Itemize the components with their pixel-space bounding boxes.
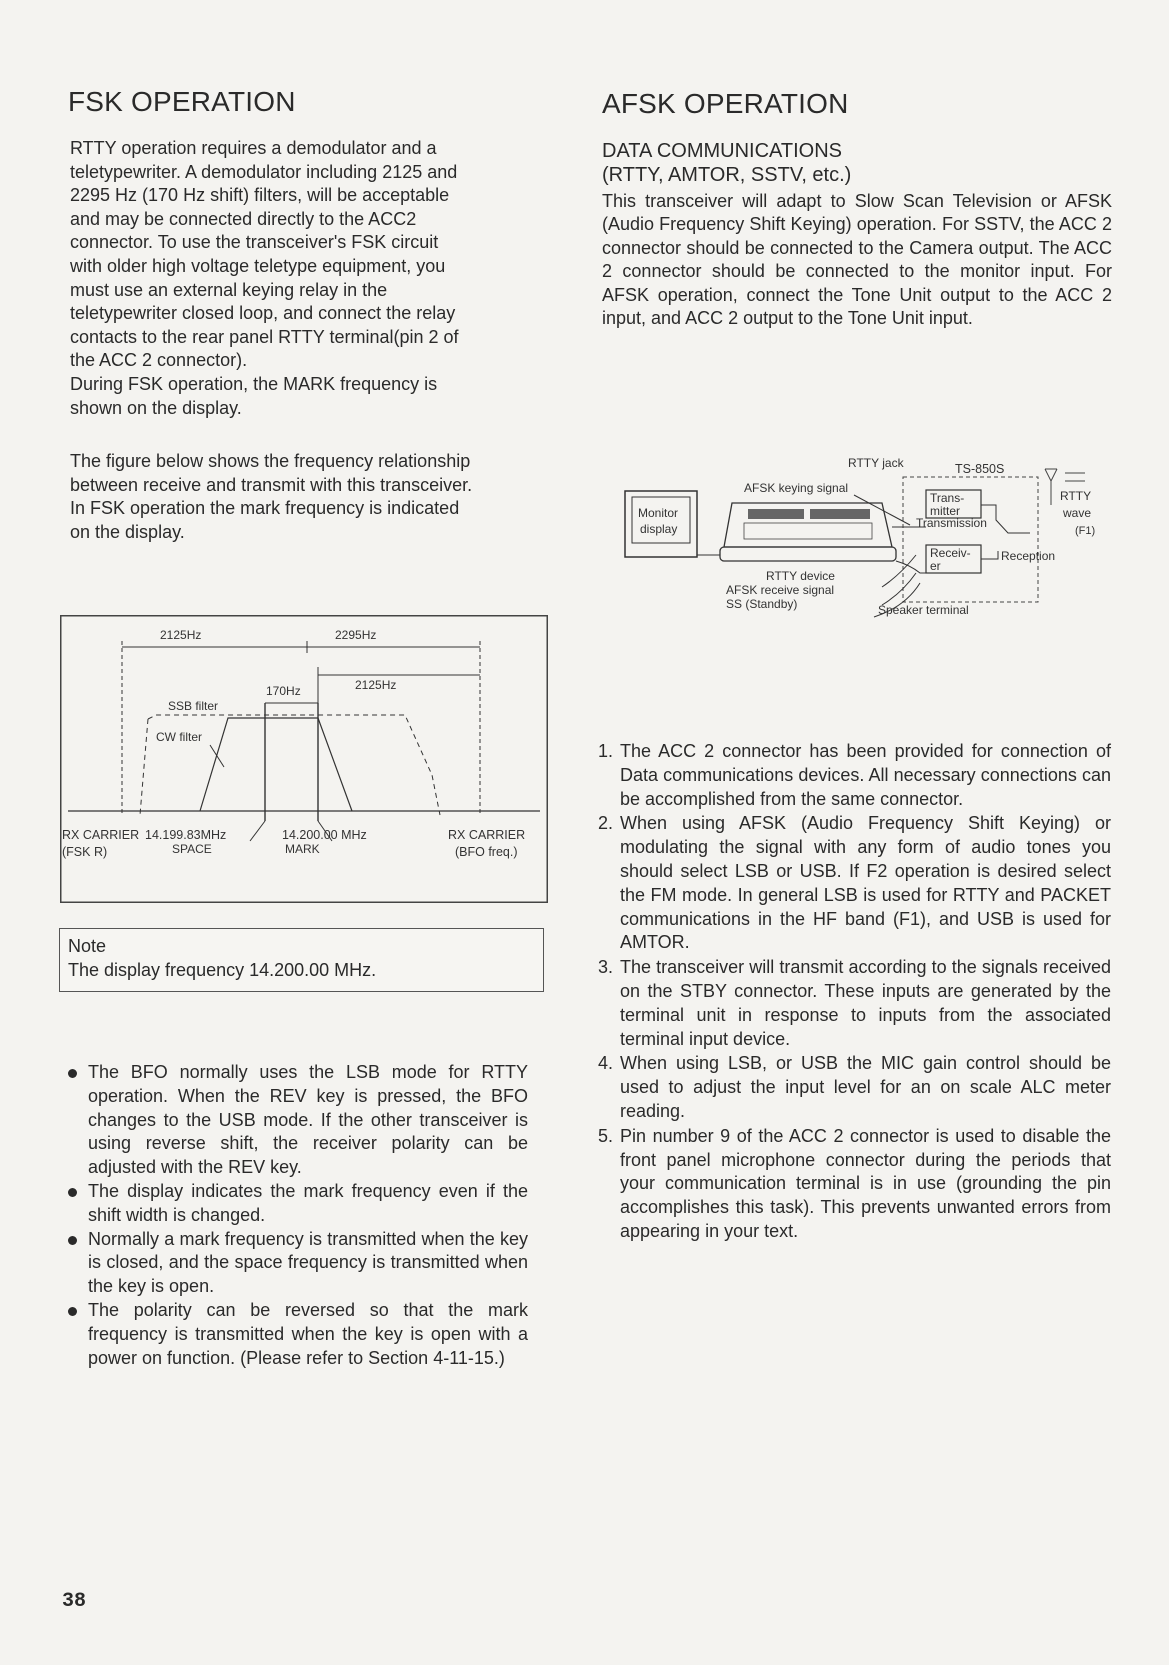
label-mitter: mitter xyxy=(930,504,960,518)
afsk-subheading-2: (RTTY, AMTOR, SSTV, etc.) xyxy=(602,164,852,186)
device-leader xyxy=(882,555,916,587)
item-text: The transceiver will transmit according to the signals received on the STBY connector. These inputs are generated by the terminal unit in response to inputs from the associated terminal input device. xyxy=(620,957,1111,1049)
label-rx-carrier-fskr: RX CARRIER xyxy=(62,828,140,842)
afsk-subheading-1: DATA COMMUNICATIONS xyxy=(602,140,842,162)
item-text: When using LSB, or USB the MIC gain control should be used to adjust the input level for an on scale ALC meter reading. xyxy=(620,1053,1111,1121)
fsk-heading: FSK OPERATION xyxy=(68,86,296,117)
list-item xyxy=(66,1180,528,1228)
label-mark-freq: 14.200.00 MHz xyxy=(282,828,367,842)
label-er: er xyxy=(930,559,941,573)
label-receiv: Receiv- xyxy=(930,546,971,560)
note-box xyxy=(59,928,544,992)
fsk-figure-line: The figure below shows the frequency relationship xyxy=(70,451,471,471)
fsk-intro-line: teletypewriter closed loop, and connect the relay xyxy=(70,303,456,324)
bullet-icon xyxy=(68,1307,77,1316)
receive-cable xyxy=(896,561,926,573)
item-text: Pin number 9 of the ACC 2 connector is used to disable the front panel microphone connector during the periods that your communication terminal is in use (grounding the pin accomplishes this task). This prevents unwanted errors from appearing in your text. xyxy=(620,1125,1111,1241)
item-text: The ACC 2 connector has been provided for connection of Data communications devices. All necessary connections can be accomplished from the same connector. xyxy=(620,741,1111,809)
fsk-intro-line: and may be connected directly to the ACC2 xyxy=(70,208,417,229)
bullet-icon xyxy=(68,1188,77,1197)
fsk-intro-line: the ACC 2 connector). xyxy=(70,350,248,371)
fsk-bullet-list xyxy=(66,1061,528,1370)
label-cw-filter: CW filter xyxy=(156,730,202,744)
label-afsk-receive: AFSK receive signal xyxy=(726,583,835,597)
monitor-screen xyxy=(632,497,690,543)
fsk-intro xyxy=(70,137,540,420)
item-text: When using AFSK (Audio Frequency Shift Keying) or modulating the signal with any form of audio tones you should select LSB or USB. If F2 operation is desired select the FM mode. In general LSB is used for RTTY and PACKET communications in the HF band (F1), and USB is used for AMTOR. xyxy=(620,813,1111,953)
list-item xyxy=(598,1125,1111,1244)
fsk-figure-line: on the display. xyxy=(70,521,185,542)
diagram-frame xyxy=(61,616,548,903)
label-speaker-terminal: Speaker terminal xyxy=(878,603,969,617)
ts850s-box xyxy=(903,477,1038,602)
item-number: 1. xyxy=(598,741,614,761)
label-fsk-r: (FSK R) xyxy=(62,845,108,859)
bullet-text: The display indicates the mark frequency even if the shift width is changed. xyxy=(88,1180,528,1225)
receive-path xyxy=(981,551,998,559)
label-trans: Trans- xyxy=(930,491,965,505)
label-transmission: Transmission xyxy=(916,516,987,530)
bullet-icon xyxy=(68,1069,77,1078)
fsk-intro-line: must use an external keying relay in the xyxy=(70,279,388,300)
afsk-connection-diagram xyxy=(620,455,1120,620)
list-item xyxy=(598,1052,1111,1123)
fsk-intro-line: RTTY operation requires a demodulator and a xyxy=(70,138,437,158)
afsk-numbered-list xyxy=(598,740,1111,1245)
transmit-path xyxy=(981,505,1030,533)
label-display: display xyxy=(640,522,678,536)
label-mark: MARK xyxy=(285,842,320,856)
fsk-intro-line: connector. To use the transceiver's FSK circuit xyxy=(70,232,439,253)
list-item xyxy=(598,956,1111,1051)
label-2125-top: 2125Hz xyxy=(160,628,202,642)
list-item xyxy=(66,1061,528,1180)
fsk-figure-line: between receive and transmit with this transceiver. xyxy=(70,474,473,495)
receive-leader xyxy=(882,573,916,605)
label-rx-carrier-bfo: RX CARRIER xyxy=(448,828,526,842)
fsk-figure-line: In FSK operation the mark frequency is indicated xyxy=(70,498,460,519)
list-item xyxy=(598,740,1111,811)
antenna-icon xyxy=(1051,469,1057,481)
bullet-text: The polarity can be reversed so that the mark frequency is transmitted when the key is open with a power on function. (Please refer to Section 4-11-15.) xyxy=(88,1299,528,1368)
item-number: 4. xyxy=(598,1053,614,1074)
list-item xyxy=(598,812,1111,955)
space-leader xyxy=(250,821,265,841)
keyboard-keys xyxy=(744,523,872,539)
list-item xyxy=(66,1299,528,1370)
item-number: 5. xyxy=(598,1125,614,1146)
fsk-intro-line: During FSK operation, the MARK frequency is xyxy=(70,373,438,394)
label-rtty: RTTY xyxy=(1060,489,1092,503)
bullet-icon xyxy=(68,1236,77,1245)
list-item xyxy=(66,1228,528,1299)
label-170: 170Hz xyxy=(266,684,301,698)
label-2295: 2295Hz xyxy=(335,628,377,642)
label-bfo-freq: (BFO freq.) xyxy=(455,845,518,859)
fsk-intro-line: 2295 Hz (170 Hz shift) filters, will be acceptable xyxy=(70,185,450,206)
label-space: SPACE xyxy=(172,842,212,856)
keyboard-keys xyxy=(748,509,804,519)
label-rtty-jack: RTTY jack xyxy=(848,456,904,470)
fsk-figure-text xyxy=(70,450,550,544)
fsk-intro-line: shown on the display. xyxy=(70,397,242,418)
rtty-keyboard-base xyxy=(720,547,896,561)
fsk-intro-line: teletypewriter. A demodulator including 2125 and xyxy=(70,161,458,182)
label-rtty-device: RTTY device xyxy=(766,569,835,583)
label-f1: (F1) xyxy=(1075,525,1096,537)
afsk-intro: This transceiver will adapt to Slow Scan Television or AFSK (Audio Frequency Shift Keying) operation. For SSTV, the ACC 2 connector should be connected to the Camera output. The ACC 2 connector should be connected to the monitor input. For AFSK operation, connect the Tone Unit output to the ACC 2 input, and ACC 2 output to the Tone Unit input. xyxy=(602,191,1112,329)
label-ss-standby: SS (Standby) xyxy=(726,597,798,611)
afsk-heading: AFSK OPERATION xyxy=(602,88,849,119)
label-ts850s: TS-850S xyxy=(955,462,1005,476)
keyboard-keys xyxy=(810,509,870,519)
item-number: 2. xyxy=(598,813,614,834)
bullet-text: Normally a mark frequency is transmitted when the key is closed, and the space frequency is transmitted when the key is open. xyxy=(88,1228,528,1297)
label-2125-inner: 2125Hz xyxy=(355,678,397,692)
antenna-icon xyxy=(1045,469,1051,481)
cw-pointer xyxy=(210,745,224,767)
fsk-intro-line: with older high voltage teletype equipment, you xyxy=(70,255,446,276)
note-body: The display frequency 14.200.00 MHz. xyxy=(68,960,377,980)
label-ssb-filter: SSB filter xyxy=(168,699,219,713)
note-title: Note xyxy=(68,936,107,956)
label-afsk-keying: AFSK keying signal xyxy=(744,481,849,495)
ssb-filter-left xyxy=(140,719,148,815)
bullet-text: The BFO normally uses the LSB mode for RTTY operation. When the REV key is pressed, the BFO changes to the USB mode. If the other transceiver is using reverse shift, the receiver polarity can be adjusted with the REV key. xyxy=(88,1062,528,1178)
page-number: 38 xyxy=(62,1590,87,1613)
fsk-frequency-diagram xyxy=(60,615,548,903)
label-space-freq: 14.199.83MHz xyxy=(145,828,227,842)
fsk-intro-line: contacts to the rear panel RTTY terminal(pin 2 of xyxy=(70,326,459,347)
label-wave: wave xyxy=(1063,506,1092,520)
label-monitor: Monitor xyxy=(638,506,679,520)
item-number: 3. xyxy=(598,957,614,978)
label-reception: Reception xyxy=(1001,549,1056,563)
